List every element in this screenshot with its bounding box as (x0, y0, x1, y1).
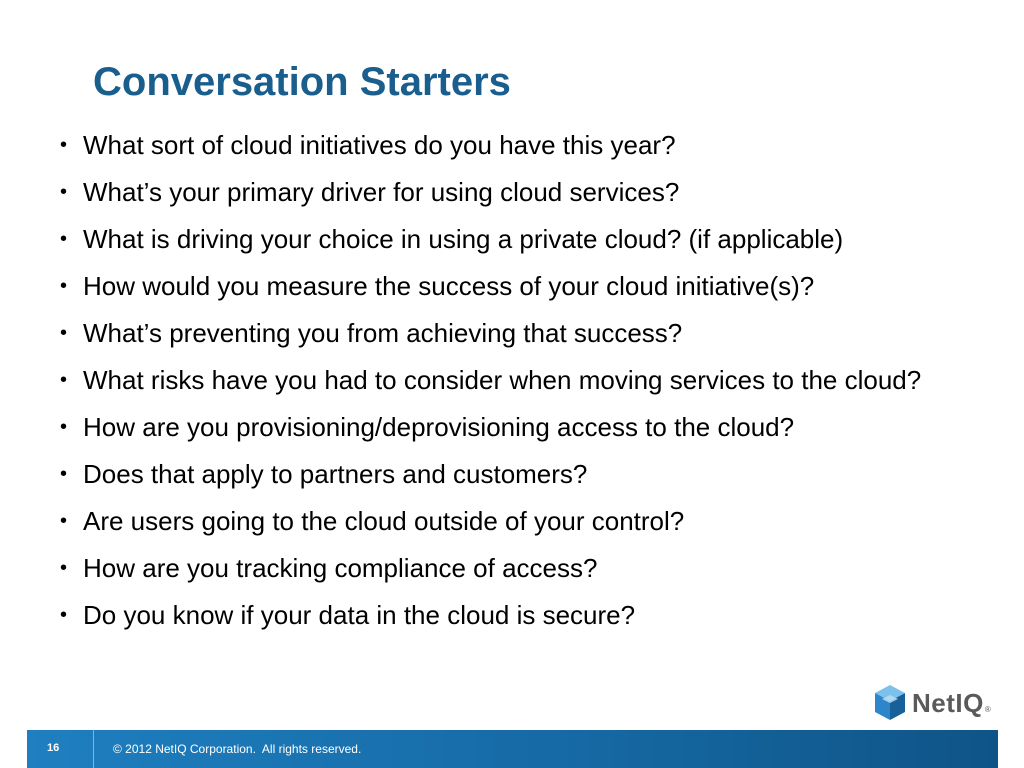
registered-mark: ® (984, 705, 991, 714)
copyright-notice: © 2012 NetIQ Corporation. All rights reserved. (113, 742, 362, 756)
bullet-item (60, 555, 1010, 581)
bullet-text: What’s preventing you from achieving that success? (83, 318, 683, 348)
logo-wordmark: NetIQ (912, 687, 984, 718)
bullet-dot: • (60, 369, 68, 391)
bullet-list (60, 132, 1010, 649)
bullet-item (60, 273, 1010, 299)
bullet-text: Are users going to the cloud outside of your control? (83, 506, 685, 536)
bullet-item (60, 414, 1010, 440)
bullet-dot: • (60, 322, 68, 344)
bullet-item (60, 320, 1010, 346)
bullet-text: How are you tracking compliance of access? (83, 553, 598, 583)
bullet-item (60, 508, 1010, 534)
bullet-text: What’s your primary driver for using cloud services? (83, 177, 680, 207)
bullet-dot: • (60, 275, 68, 297)
footer-bar (27, 730, 998, 768)
bullet-dot: • (60, 228, 68, 250)
footer-divider (93, 730, 94, 768)
bullet-dot: • (60, 463, 68, 485)
bullet-text: What risks have you had to consider when moving services to the cloud? (83, 365, 922, 395)
bullet-dot: • (60, 416, 68, 438)
bullet-item (60, 602, 1010, 628)
bullet-item (60, 461, 1010, 487)
bullet-item (60, 226, 1010, 252)
bullet-text: How would you measure the success of your cloud initiative(s)? (83, 271, 815, 301)
bullet-item (60, 367, 1010, 393)
bullet-dot: • (60, 510, 68, 532)
netiq-cube-icon (872, 683, 908, 723)
bullet-dot: • (60, 134, 68, 156)
slide-title: Conversation Starters (93, 60, 511, 104)
bullet-text: What sort of cloud initiatives do you have this year? (83, 130, 676, 160)
bullet-text: Do you know if your data in the cloud is secure? (83, 600, 636, 630)
bullet-item (60, 132, 1010, 158)
bullet-text: How are you provisioning/deprovisioning access to the cloud? (83, 412, 795, 442)
page-number: 16 (47, 742, 60, 754)
bullet-text: What is driving your choice in using a private cloud? (if applicable) (83, 224, 844, 254)
netiq-logo (872, 682, 991, 724)
bullet-text: Does that apply to partners and customers? (83, 459, 588, 489)
bullet-dot: • (60, 557, 68, 579)
bullet-dot: • (60, 604, 68, 626)
bullet-dot: • (60, 181, 68, 203)
bullet-item (60, 179, 1010, 205)
